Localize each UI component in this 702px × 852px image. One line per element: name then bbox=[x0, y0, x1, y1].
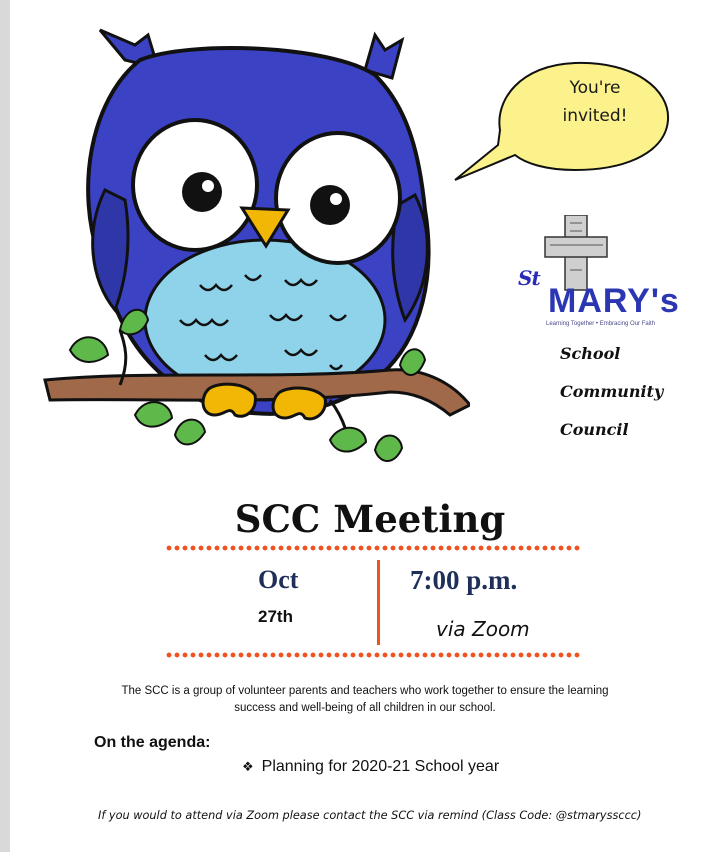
vertical-divider bbox=[377, 560, 380, 645]
bubble-text bbox=[540, 74, 650, 130]
bubble-line-1: You're bbox=[569, 78, 621, 98]
bubble-line-2: invited! bbox=[562, 106, 628, 126]
council-line-school: School bbox=[560, 344, 621, 363]
council-heading bbox=[560, 344, 663, 458]
agenda-heading: On the agenda: bbox=[94, 734, 211, 751]
agenda-item bbox=[242, 758, 499, 776]
event-location: via Zoom bbox=[436, 617, 530, 641]
event-title: SCC Meeting bbox=[234, 497, 506, 541]
event-month: Oct bbox=[258, 565, 299, 594]
owl-illustration bbox=[30, 20, 470, 480]
diamond-bullet-icon: ❖ bbox=[242, 759, 254, 774]
logo-tagline: Learning Together • Embracing Our Faith bbox=[546, 321, 656, 327]
logo-st-text: St bbox=[518, 266, 540, 290]
contact-note: If you would to attend via Zoom please contact the SCC via remind (Class Code: @stmaryssccc) bbox=[98, 809, 642, 822]
scc-description: The SCC is a group of volunteer parents and teachers who work together to ensure the learning success and well-being of all children in our school. bbox=[121, 685, 609, 714]
event-time: 7:00 p.m. bbox=[410, 565, 518, 595]
council-line-council: Council bbox=[560, 420, 629, 439]
logo-name-text: MARY's bbox=[548, 282, 680, 320]
agenda-item-text: Planning for 2020-21 School year bbox=[261, 758, 500, 775]
council-line-community: Community bbox=[560, 382, 664, 401]
dotted-divider-bottom bbox=[165, 652, 580, 658]
dotted-divider-top bbox=[165, 545, 580, 551]
event-day: 27th bbox=[258, 607, 293, 626]
